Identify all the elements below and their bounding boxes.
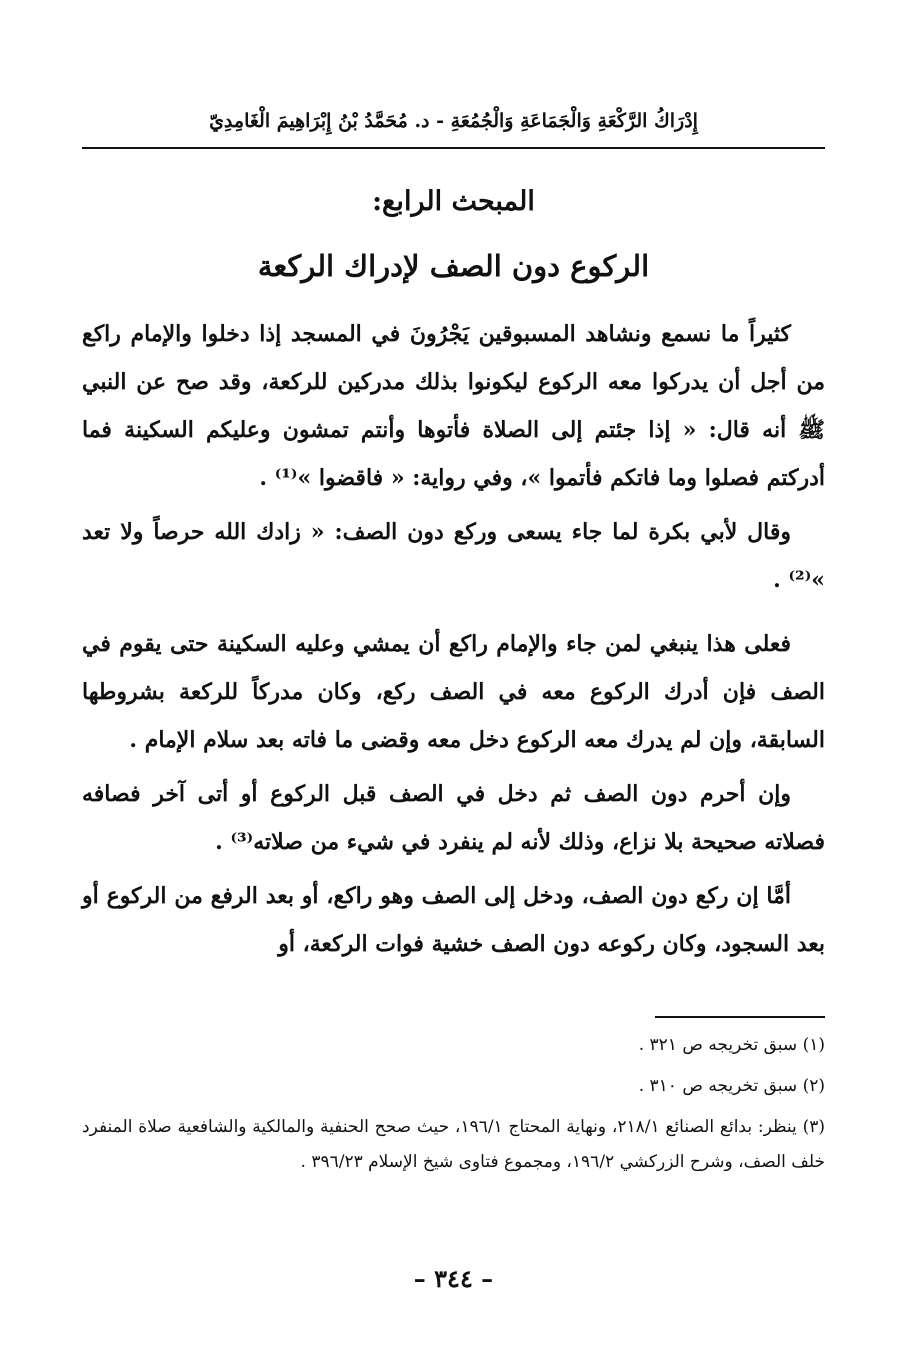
footnote: (٢) سبق تخريجه ص ٣١٠ . [638, 1076, 825, 1096]
body-text [82, 310, 825, 974]
paragraph: وقال لأبي بكرة لما جاء يسعى وركع دون الصف: « زادك الله حرصاً ولا تعد »⁽²⁾ . [82, 519, 825, 593]
footnotes [82, 1028, 825, 1186]
footnote-divider [655, 1016, 825, 1018]
paragraph: فعلى هذا ينبغي لمن جاء والإمام راكع أن يمشي وعليه السكينة حتى يقوم في الصف فإن أدرك الركوع معه في الصف ركع، وكان مدركاً للركعة بشروطها السابقة، وإن لم يدرك معه الركوع دخل معه وقضى ما فاته بعد سلام الإمام . [82, 631, 825, 753]
footnote: (٣) ينظر: بدائع الصنائع ٢١٨/١، ونهاية المحتاج ١٩٦/١، حيث صحح الحنفية والمالكية والشافعية صلاة المنفرد خلف الصف، وشرح الزركشي ١٩٦/٢، ومجموع فتاوى شيخ الإسلام ٣٩٦/٢٣ . [82, 1117, 825, 1172]
paragraph: كثيراً ما نسمع ونشاهد المسبوقين يَجْرُونَ في المسجد إذا دخلوا والإمام راكع من أجل أن يدركوا معه الركوع ليكونوا بذلك مدركين للركعة، وقد صح عن النبي ﷺ أنه قال: « إذا جئتم إلى الصلاة فأتوها وأنتم تمشون وعليكم السكينة فما أدركتم فصلوا وما فاتكم فأتموا »، وفي رواية: « فاقضوا »⁽¹⁾ . [82, 321, 825, 491]
page-number: – ٣٤٤ – [413, 1264, 494, 1293]
section-title: الركوع دون الصف لإدراك الركعة [257, 249, 650, 283]
paragraph: وإن أحرم دون الصف ثم دخل في الصف قبل الركوع أو أتى آخر فصافه فصلاته صحيحة بلا نزاع، وذلك لأنه لم ينفرد في شيء من صلاته⁽³⁾ . [82, 781, 825, 855]
header-divider [82, 147, 825, 149]
section-label: المبحث الرابع: [372, 186, 535, 217]
paragraph: أمَّا إن ركع دون الصف، ودخل إلى الصف وهو راكع، أو بعد الرفع من الركوع أو بعد السجود، وكان ركوعه دون الصف خشية فوات الركعة، أو [82, 883, 825, 957]
running-header: إِدْرَاكُ الرَّكْعَةِ وَالْجَمَاعَةِ وَالْجُمُعَةِ - د. مُحَمَّدُ بْنُ إِبْرَاهِيمَ الْغَامِدِيّ [209, 110, 698, 132]
footnote: (١) سبق تخريجه ص ٣٢١ . [638, 1035, 825, 1055]
